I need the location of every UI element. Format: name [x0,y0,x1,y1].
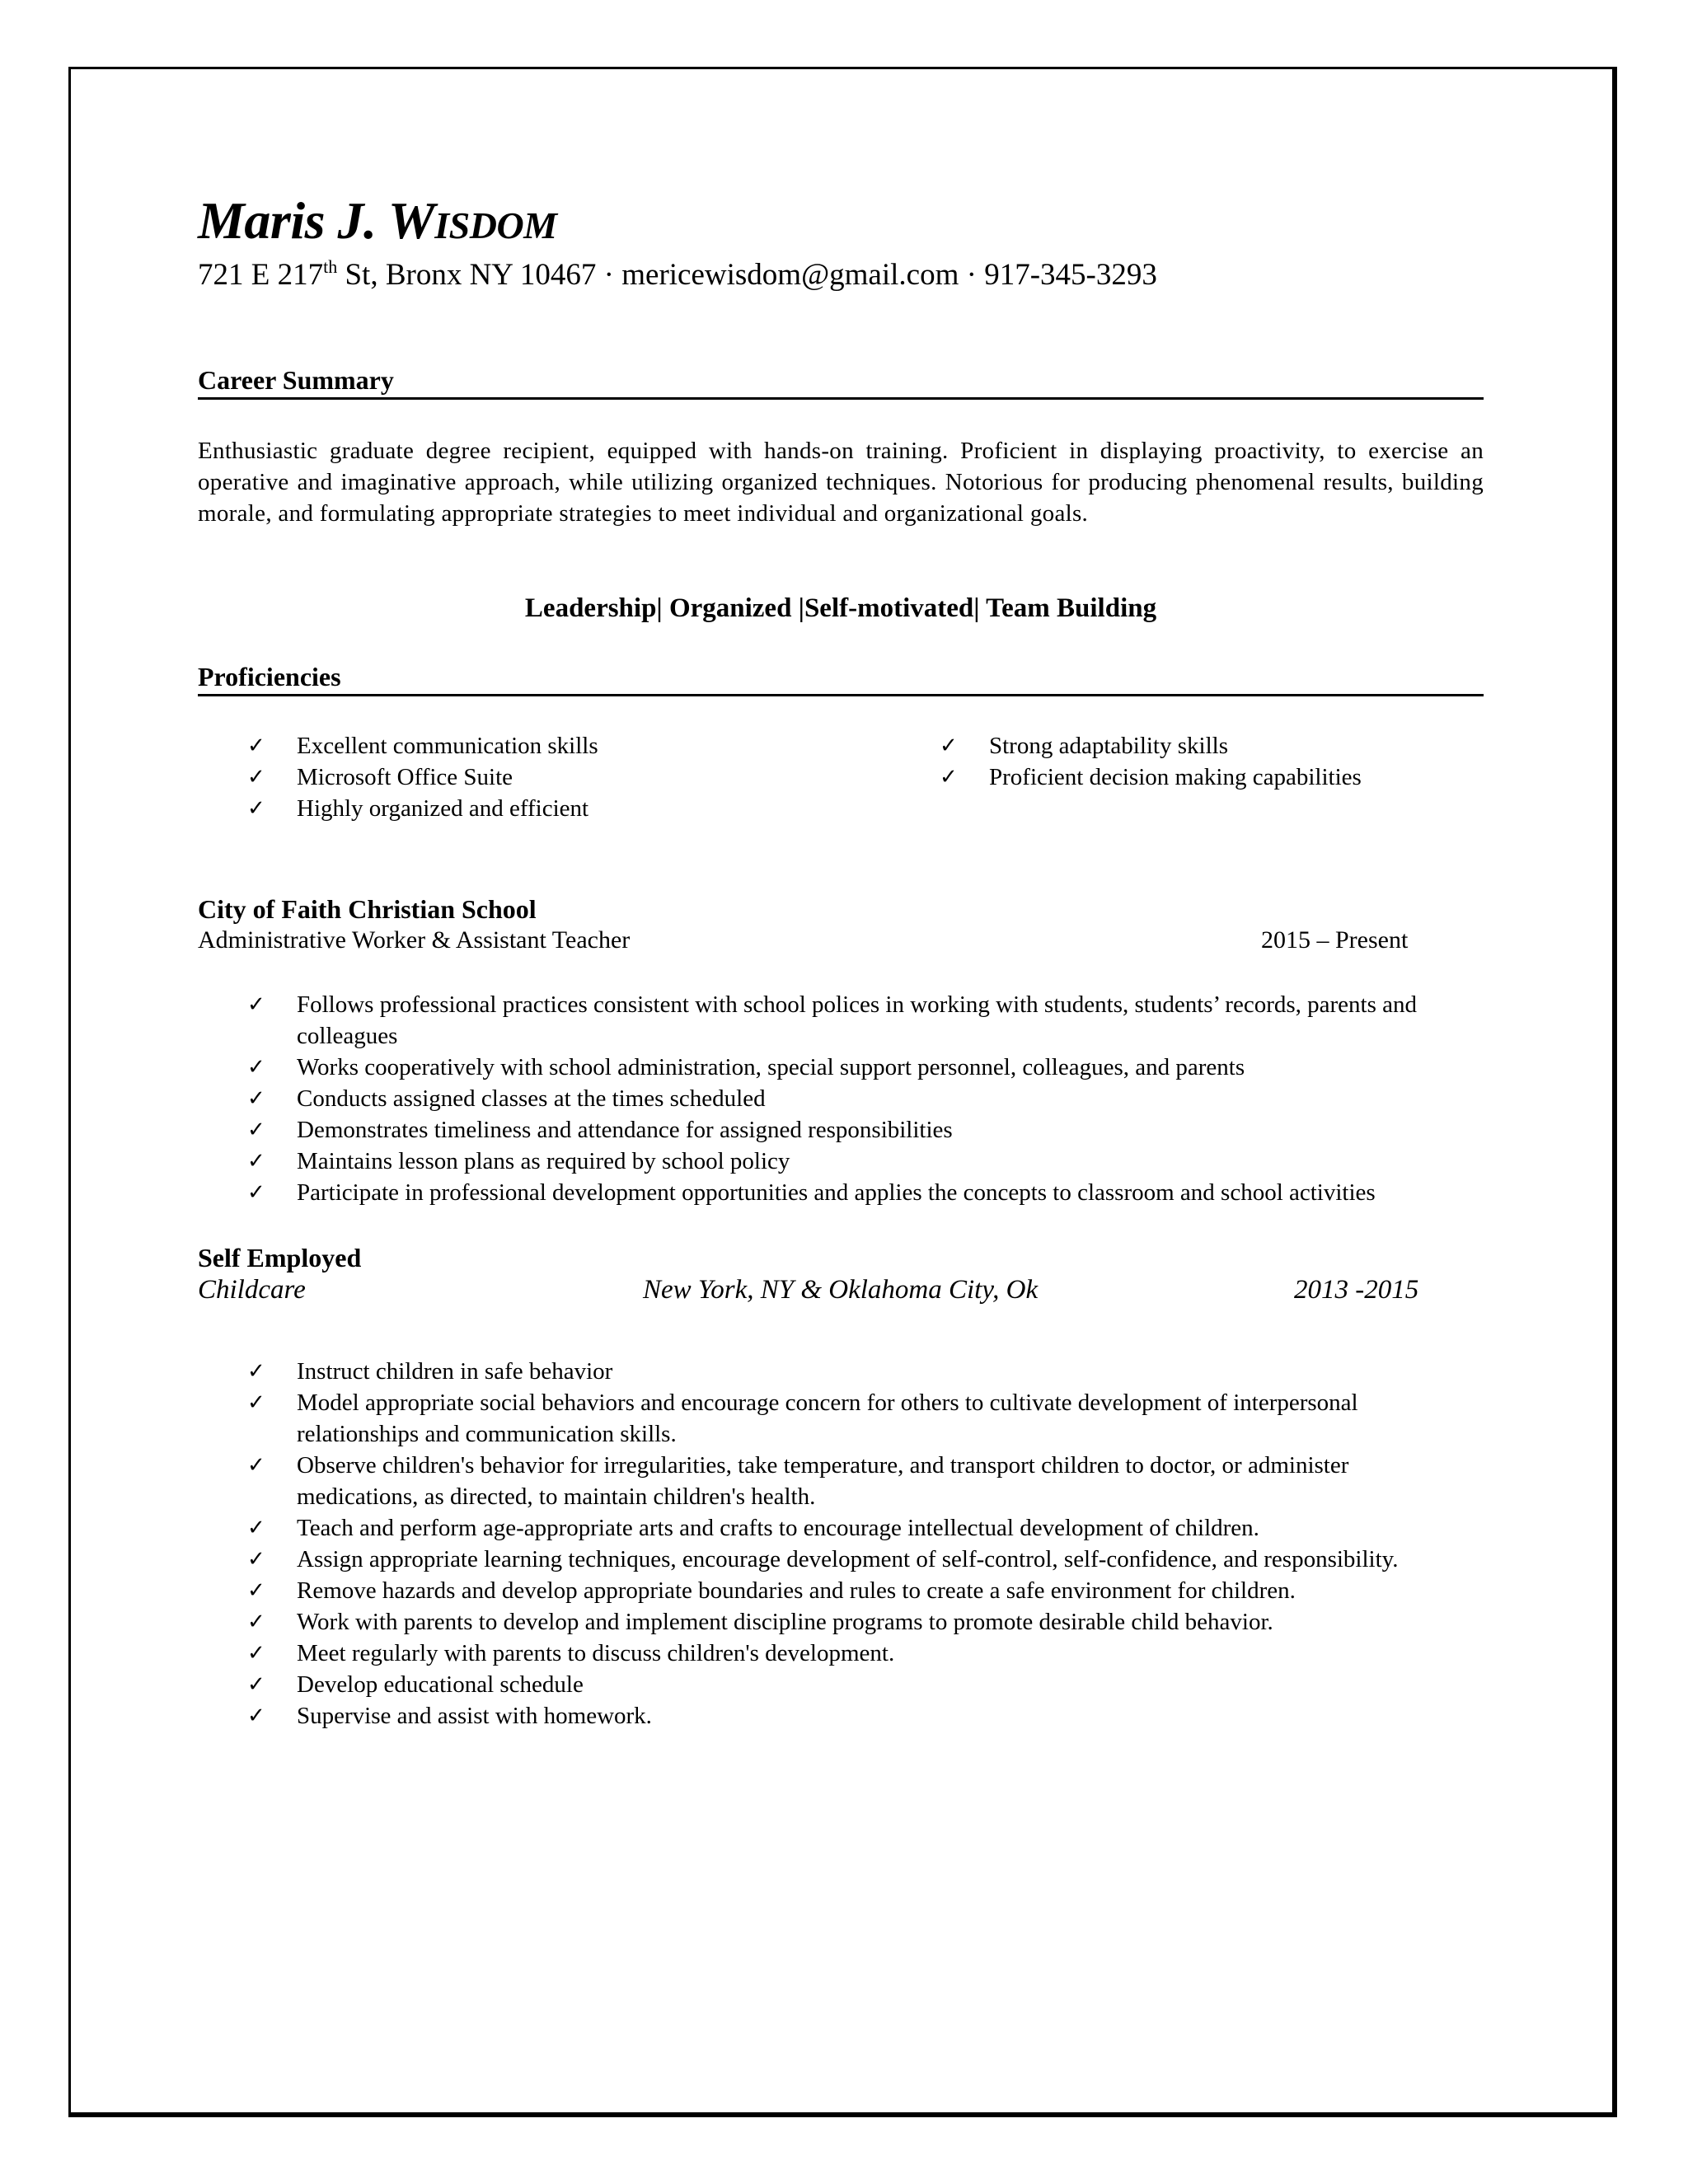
applicant-name [198,191,557,250]
proficiency-item-text: Highly organized and efficient [297,795,589,822]
job1-bullet [198,989,1467,1052]
job2-bullet [198,1544,1467,1575]
keywords-line: Leadership| Organized |Self-motivated| Team Building [524,593,1157,623]
checkmark-icon: ✓ [247,765,265,790]
job1-bullet-text: Conducts assigned classes at the times scheduled [297,1085,766,1112]
name-small-caps: ISDOM [434,204,557,246]
job2-bullet-list [198,1356,1467,1732]
proficiency-item-text: Excellent communication skills [297,733,598,759]
checkmark-icon: ✓ [247,1118,265,1142]
job2-bullet-text: Work with parents to develop and implement discipline programs to promote desirable child behavior. [297,1609,1273,1635]
job1-bullet [198,1083,1467,1114]
job2-role: Childcare [198,1275,306,1305]
job2-bullet-text: Teach and perform age-appropriate arts and crafts to encourage intellectual development of children. [297,1515,1259,1541]
address-city: St, Bronx NY 10467 [337,258,597,292]
checkmark-icon: ✓ [247,1390,265,1415]
checkmark-icon: ✓ [247,796,265,821]
proficiency-item [198,793,857,824]
job2-bullet-text: Model appropriate social behaviors and encourage concern for others to cultivate development of interpersonal relationships and communication skills. [297,1390,1358,1447]
checkmark-icon: ✓ [247,1641,265,1666]
checkmark-icon: ✓ [940,765,958,790]
job2-organization: Self Employed [198,1243,362,1272]
job2-location: New York, NY & Oklahoma City, Ok [643,1275,1039,1305]
proficiency-item-text: Strong adaptability skills [989,733,1228,759]
job1-bullet [198,1146,1467,1177]
proficiency-item-text: Proficient decision making capabilities [989,764,1362,790]
proficiency-item [890,762,1484,793]
email[interactable]: mericewisdom@gmail.com [621,258,959,292]
checkmark-icon: ✓ [247,1149,265,1174]
phone[interactable]: 917-345-3293 [984,258,1157,292]
checkmark-icon: ✓ [247,1086,265,1111]
job2-bullet [198,1575,1467,1606]
name-main: Maris J. W [198,191,435,250]
checkmark-icon: ✓ [247,1180,265,1205]
proficiencies-right-list [890,730,1484,793]
job2-bullet-text: Supervise and assist with homework. [297,1703,652,1729]
address-ordinal: th [323,256,338,277]
job1-organization: City of Faith Christian School [198,894,537,924]
job1-dates: 2015 – Present [1261,926,1409,954]
checkmark-icon: ✓ [247,1704,265,1728]
contact-separator: · [966,258,977,292]
contact-line [198,257,1157,293]
proficiency-item-text: Microsoft Office Suite [297,764,513,790]
proficiency-item [198,730,857,762]
checkmark-icon: ✓ [247,1610,265,1634]
checkmark-icon: ✓ [247,733,265,758]
job2-bullet [198,1638,1467,1669]
career-summary-heading: Career Summary [198,364,1484,400]
checkmark-icon: ✓ [247,992,265,1017]
proficiency-item [890,730,1484,762]
checkmark-icon: ✓ [247,1578,265,1603]
career-summary-text: Enthusiastic graduate degree recipient, equipped with hands-on training. Proficient in displaying proactivity, to exercise an operative and imaginative approach, while utilizing organized techniques. Notorious for producing phenomenal results, building morale, and formulating appropriate strategies to meet individual and organizational goals. [198,438,1484,527]
contact-separator: · [603,258,614,292]
proficiencies-left-list [198,730,857,824]
checkmark-icon: ✓ [247,1516,265,1540]
job1-bullet [198,1177,1467,1208]
job2-bullet [198,1669,1467,1700]
job2-bullet-text: Observe children's behavior for irregularities, take temperature, and transport children to doctor, or administer medications, as directed, to maintain children's health. [297,1452,1349,1510]
job1-bullet-list [198,989,1467,1208]
proficiency-item [198,762,857,793]
checkmark-icon: ✓ [940,733,958,758]
checkmark-icon: ✓ [247,1672,265,1697]
job1-bullet-text: Maintains lesson plans as required by school policy [297,1148,790,1174]
job2-bullet-text: Instruct children in safe behavior [297,1358,613,1385]
job1-bullet-text: Participate in professional development opportunities and applies the concepts to classroom and school activities [297,1179,1376,1206]
job2-bullet [198,1700,1467,1732]
checkmark-icon: ✓ [247,1359,265,1384]
proficiencies-heading: Proficiencies [198,661,1484,696]
job1-bullet [198,1052,1467,1083]
job2-dates: 2013 -2015 [1294,1275,1419,1305]
checkmark-icon: ✓ [247,1055,265,1080]
job1-bullet-text: Demonstrates timeliness and attendance for assigned responsibilities [297,1117,953,1143]
job2-bullet-text: Develop educational schedule [297,1671,584,1698]
job2-bullet [198,1606,1467,1638]
job1-role: Administrative Worker & Assistant Teacher [198,926,631,954]
job2-bullet-text: Meet regularly with parents to discuss children's development. [297,1640,895,1666]
job2-bullet [198,1356,1467,1387]
job1-bullet-text: Follows professional practices consistent with school polices in working with students, students’ records, parents and colleagues [297,991,1418,1049]
job2-bullet [198,1450,1467,1512]
checkmark-icon: ✓ [247,1547,265,1572]
job1-bullet-text: Works cooperatively with school administration, special support personnel, colleagues, and parents [297,1054,1245,1080]
job2-bullet [198,1387,1467,1450]
job2-bullet [198,1512,1467,1544]
address-street: 721 E 217 [198,258,324,292]
job2-bullet-text: Assign appropriate learning techniques, encourage development of self-control, self-confidence, and responsibility. [297,1546,1399,1572]
job1-bullet [198,1114,1467,1146]
job2-bullet-text: Remove hazards and develop appropriate boundaries and rules to create a safe environment for children. [297,1577,1296,1604]
checkmark-icon: ✓ [247,1453,265,1478]
